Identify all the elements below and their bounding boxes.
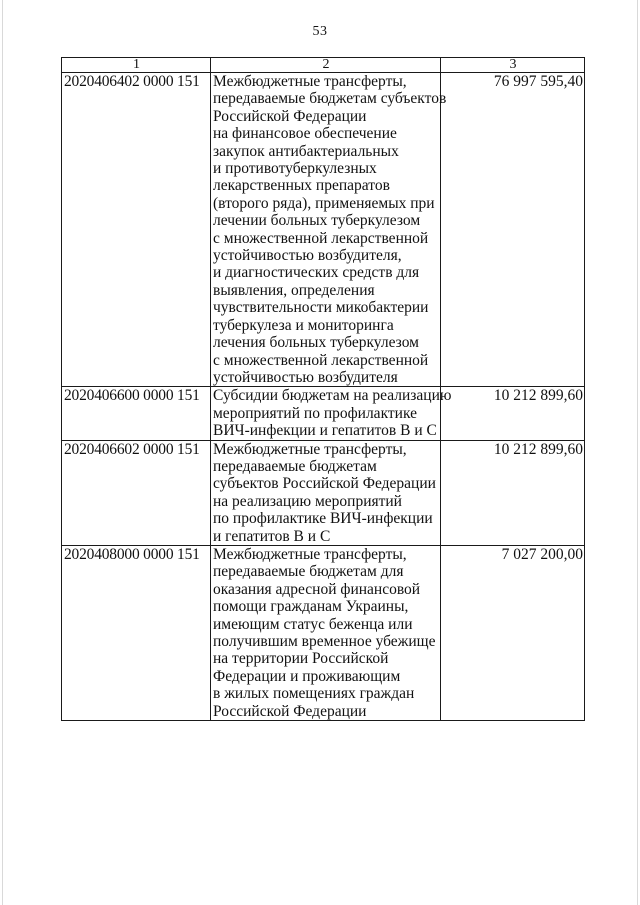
description-line: передаваемые бюджетам для [213, 563, 404, 581]
item-description [211, 387, 452, 440]
budget-table [61, 57, 585, 721]
description-line: устойчивостью возбудителя, [213, 247, 402, 265]
description-line: на территории Российской [213, 650, 389, 668]
description-line: с множественной лекарственной [213, 351, 429, 369]
description-line: туберкулеза и мониторинга [213, 316, 394, 334]
table-row [62, 73, 585, 387]
description-line: лечении больных туберкулезом [213, 212, 421, 230]
description-line: Субсидии бюджетам на реализацию [213, 387, 452, 405]
description-line: помощи гражданам Украины, [213, 598, 409, 616]
budget-code: 2020406600 0000 151 [62, 387, 211, 440]
description-line: оказания адресной финансовой [213, 580, 421, 598]
page-number: 53 [312, 24, 328, 39]
column-header-2: 2 [211, 58, 441, 73]
description-line: Межбюджетные трансферты, [213, 440, 407, 458]
table-row [62, 440, 585, 545]
description-line: ВИЧ-инфекции и гепатитов В и С [213, 422, 437, 440]
item-description [211, 545, 441, 720]
table-row [62, 545, 585, 720]
description-line: закупок антибактериальных [213, 142, 399, 160]
description-line: с множественной лекарственной [213, 229, 429, 247]
description-line: передаваемые бюджетам [213, 457, 377, 475]
amount: 10 212 899,60 [441, 440, 585, 545]
amount: 7 027 200,00 [441, 545, 585, 720]
description-line: чувствительности микобактерии [213, 299, 429, 317]
description-line: имеющим статус беженца или [213, 615, 413, 633]
description-line: на реализацию мероприятий [213, 492, 402, 510]
description-line: Межбюджетные трансферты, [213, 73, 407, 90]
description-line: и противотуберкулезных [213, 160, 377, 178]
description-line: (второго ряда), применяемых при [213, 194, 435, 212]
item-description [211, 73, 447, 387]
description-line: передаваемые бюджетам субъектов [213, 90, 447, 108]
description-line: на финансовое обеспечение [213, 125, 397, 143]
column-header-3: 3 [441, 58, 585, 73]
description-line: Межбюджетные трансферты, [213, 545, 407, 563]
description-line: субъектов Российской Федерации [213, 475, 436, 493]
amount: 10 212 899,60 [441, 387, 585, 440]
description-line: Федерации и проживающим [213, 667, 401, 685]
description-line: по профилактике ВИЧ-инфекции [213, 510, 433, 528]
header-row [62, 58, 585, 73]
description-line: лечения больных туберкулезом [213, 334, 419, 352]
budget-code: 2020408000 0000 151 [62, 545, 211, 720]
page-edge-left [2, 0, 3, 905]
description-line: мероприятий по профилактике [213, 404, 417, 422]
column-header-1: 1 [62, 58, 211, 73]
page-edge-right [637, 0, 638, 905]
item-description [211, 440, 441, 545]
amount: 76 997 595,40 [441, 73, 585, 387]
table-row [62, 387, 585, 440]
description-line: получившим временное убежище [213, 633, 436, 650]
description-line: Российской Федерации [213, 107, 367, 125]
description-line: устойчивостью возбудителя [213, 368, 398, 386]
budget-code: 2020406602 0000 151 [62, 440, 211, 545]
description-line: и гепатитов В и С [213, 527, 331, 545]
table-body [62, 73, 585, 721]
description-line: Российской Федерации [213, 702, 367, 720]
description-line: и диагностических средств для [213, 264, 420, 282]
description-line: лекарственных препаратов [213, 177, 390, 195]
description-line: выявления, определения [213, 281, 375, 299]
budget-code: 2020406402 0000 151 [62, 73, 211, 387]
description-line: в жилых помещениях граждан [213, 685, 415, 703]
